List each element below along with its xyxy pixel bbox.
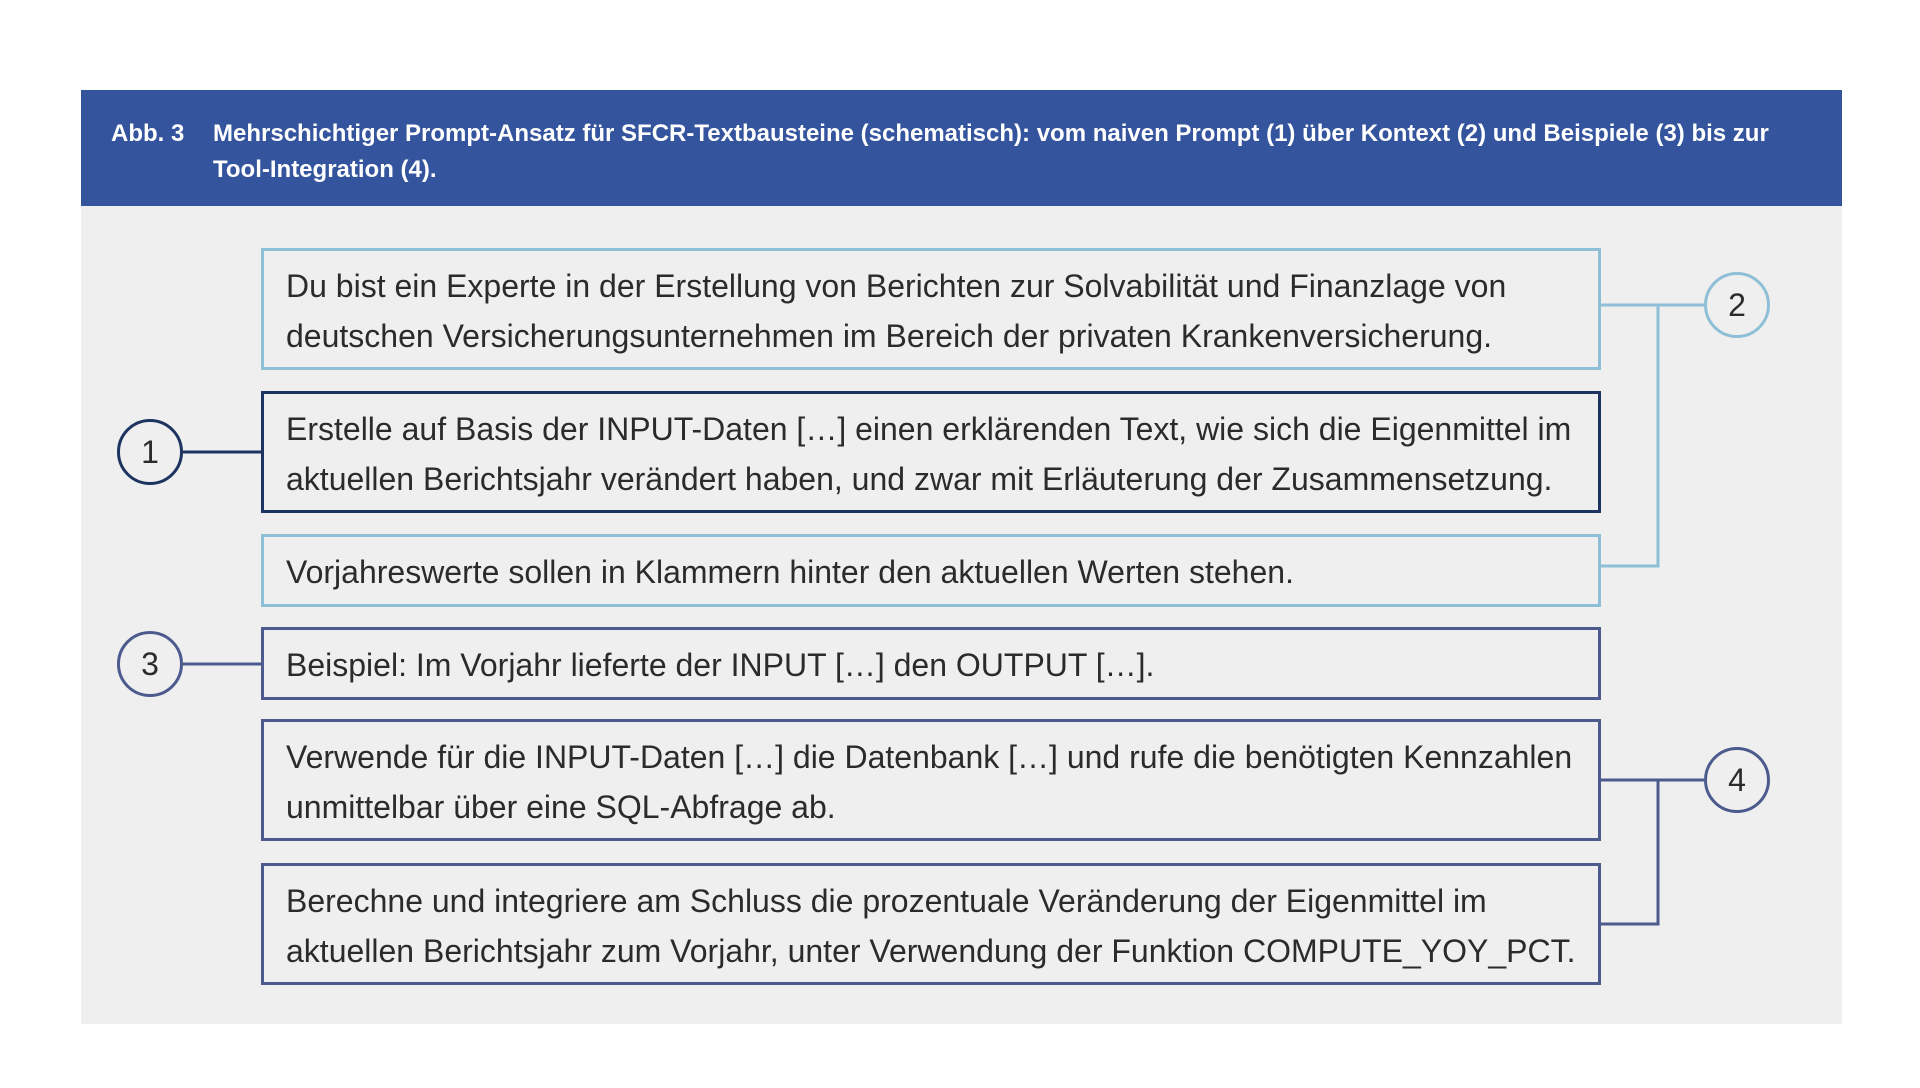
tool-database-text: Verwende für die INPUT-Daten […] die Datenbank […] und rufe die benötigten Kennzahlen unmittelbar über eine SQL-Abfrage ab. — [286, 739, 1573, 825]
figure-label: Abb. 3 — [111, 120, 185, 147]
naive-prompt-text: Erstelle auf Basis der INPUT-Daten […] einen erklärenden Text, wie sich die Eigenmittel im aktuellen Berichtsjahr verändert haben, und zwar mit Erläuterung der Zusammensetzung. — [286, 411, 1572, 497]
figure-caption: Mehrschichtiger Prompt-Ansatz für SFCR-Textbausteine (schematisch): vom naiven Prompt (1) über Kontext (2) und Beispiele (3) bis zur Tool-Integration (4). — [213, 120, 1769, 183]
marker-1-circle: 1 — [117, 419, 183, 485]
marker-3-circle: 3 — [117, 631, 183, 697]
context-role-box — [261, 248, 1601, 370]
marker-4-circle: 4 — [1704, 747, 1770, 813]
context-format-text: Vorjahreswerte sollen in Klammern hinter den aktuellen Werten stehen. — [286, 554, 1294, 590]
tool-function-box — [261, 863, 1601, 985]
example-box — [261, 627, 1601, 700]
bracket-2 — [1601, 305, 1704, 566]
marker-2-circle: 2 — [1704, 272, 1770, 338]
example-text: Beispiel: Im Vorjahr lieferte der INPUT […] den OUTPUT […]. — [286, 647, 1155, 683]
tool-function-text: Berechne und integriere am Schluss die prozentuale Veränderung der Eigenmittel im aktuellen Berichtsjahr zum Vorjahr, unter Verwendung der Funktion COMPUTE_YOY_PCT. — [286, 883, 1576, 969]
naive-prompt-box — [261, 391, 1601, 513]
context-format-box — [261, 534, 1601, 607]
tool-database-box — [261, 719, 1601, 841]
figure-panel — [81, 90, 1842, 1024]
bracket-4 — [1601, 780, 1704, 924]
context-role-text: Du bist ein Experte in der Erstellung von Berichten zur Solvabilität und Finanzlage von deutschen Versicherungsunternehmen im Bereich der privaten Krankenversicherung. — [286, 268, 1507, 354]
